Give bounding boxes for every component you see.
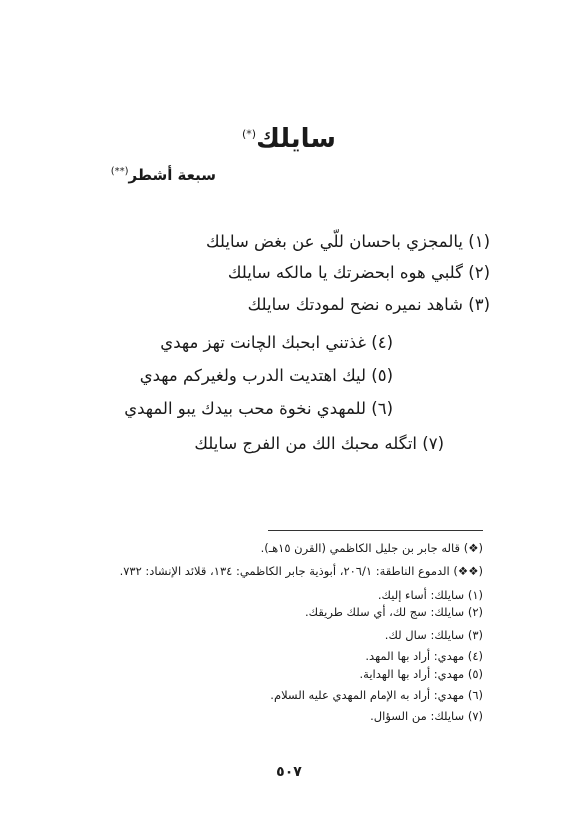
footnote: (٦) مهدي: أراد به الإمام المهدي عليه السلام. — [270, 688, 483, 702]
verse-line: (٥) ليك اهتديت الدرب ولغيركم مهدي — [139, 366, 393, 385]
footnote: (❖) قاله جابر بن جليل الكاظمي (القرن ١٥هـ). — [260, 541, 483, 555]
poem-subtitle — [56, 166, 216, 184]
verse-line: (٣) شاهد نميره نضح لمودتك سايلك — [247, 295, 490, 314]
footnote: (❖❖) الدموع الناطقة: ٢٠٦/١، أبوذية جابر الكاظمي: ١٣٤، قلائد الإنشاد: ٧٣٢. — [119, 564, 483, 578]
verse-line: (٦) للمهدي نخوة محب بيدك يبو المهدي — [124, 399, 393, 418]
verse-line: (٢) گلبي هوه ابحضرتك يا مالكه سايلك — [227, 263, 490, 282]
subtitle-footnote-mark: (**) — [110, 166, 129, 177]
footnote: (٣) سايلك: سال لك. — [384, 628, 483, 642]
verse-line: (١) يالمجزي باحسان للّي عن بغض سايلك — [206, 232, 490, 251]
poem-title — [0, 124, 578, 154]
verse-line: (٧) اتگله محبك الك من الفرج سايلك — [194, 434, 444, 453]
footnote: (١) سايلك: أساء إليك. — [377, 588, 483, 602]
poem-title-text: سايلك — [256, 124, 336, 154]
footnote: (٤) مهدي: أراد بها المهد. — [365, 649, 483, 663]
title-footnote-mark: (*) — [241, 127, 257, 141]
footnote-divider — [268, 530, 483, 531]
footnote: (٥) مهدي: أراد بها الهداية. — [359, 667, 483, 681]
footnote: (٢) سايلك: سج لك، أي سلك طريقك. — [305, 605, 483, 619]
poem-subtitle-text: سبعة أشطر — [128, 166, 216, 184]
footnote: (٧) سايلك: من السؤال. — [370, 709, 483, 723]
verse-line: (٤) غذتني ابحبك الچانت تهز مهدي — [160, 333, 393, 352]
page-number: ٥٠٧ — [276, 764, 302, 780]
